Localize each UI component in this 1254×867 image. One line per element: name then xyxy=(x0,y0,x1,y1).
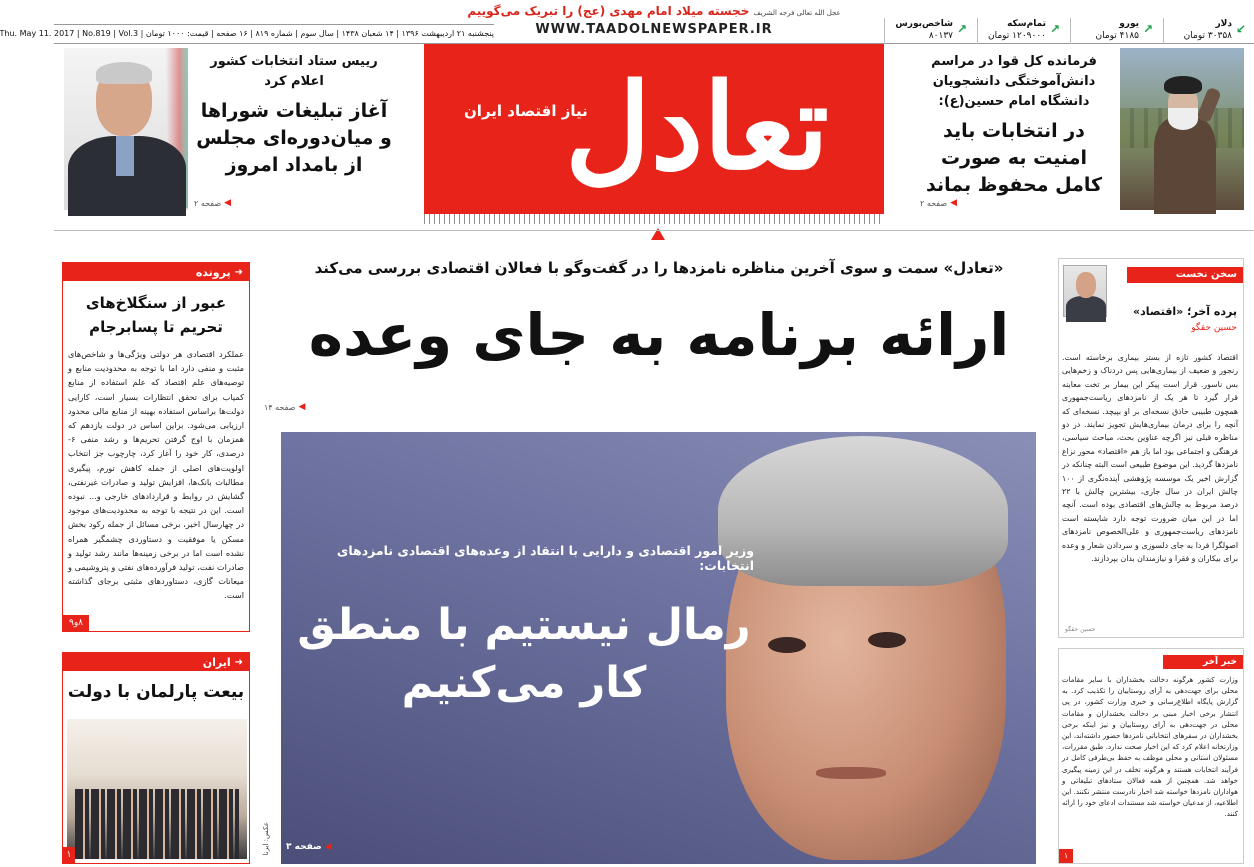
editorial-signature: حسین حقگو xyxy=(1065,626,1096,633)
editorial-title[interactable]: پرده آخر؛ «اقتصاد» xyxy=(1132,305,1237,318)
ticker-value: ۳۰۳۵۸ تومان xyxy=(1183,31,1232,41)
photo-credit: عکس: ایرنا xyxy=(262,822,270,856)
ticker-value: ۴۱۸۵ تومان xyxy=(1095,31,1139,41)
main-headline[interactable]: ارائه برنامه به جای وعده xyxy=(308,301,1010,369)
dossier-title[interactable]: عبور از سنگلاخ‌های تحریم تا پسابرجام xyxy=(85,294,227,336)
ticker-label: یورو xyxy=(1119,19,1139,29)
section-label: سخن نخست xyxy=(1127,267,1243,283)
slogan-small: عجل الله تعالی فرجه الشریف xyxy=(753,9,841,17)
page-badge[interactable]: ۱ xyxy=(63,847,75,863)
top-right-story[interactable] xyxy=(916,52,1112,199)
section-header xyxy=(63,263,249,281)
iran-box xyxy=(62,652,250,864)
editorial-author: حسین حقگو xyxy=(1191,323,1237,333)
top-left-photo xyxy=(64,48,188,210)
top-left-story[interactable] xyxy=(196,52,392,179)
dossier-box xyxy=(62,262,250,632)
hero-title[interactable]: رمال نیستیم با منطق کار می‌کنیم xyxy=(297,600,751,708)
page-reference[interactable] xyxy=(264,402,305,412)
ticker-euro xyxy=(1070,18,1157,44)
hero-kicker: وزیر امور اقتصادی و دارایی با انتقاد از وعده‌های اقتصادی نامزدهای انتخابات: xyxy=(336,543,754,573)
author-avatar xyxy=(1063,265,1107,317)
ruler-divider xyxy=(424,214,884,224)
arrow-left-icon: ◀ xyxy=(224,198,232,208)
editorial-box xyxy=(1058,258,1244,638)
story-headline[interactable]: در انتخابات باید امنیت به صورت کامل محفوظ بماند xyxy=(925,120,1103,196)
ticker-value: ۱۲۰۹۰۰۰ تومان xyxy=(987,31,1046,41)
masthead xyxy=(424,44,884,214)
parliament-photo xyxy=(67,719,247,859)
arrow-left-icon: ➜ xyxy=(234,656,243,668)
page-reference[interactable] xyxy=(286,842,332,852)
arrow-left-icon: ◀ xyxy=(950,198,958,208)
story-headline[interactable]: آغاز تبلیغات شوراها و میان‌دوره‌ای مجلس از بامداد امروز xyxy=(196,100,392,176)
page-number: صفحه ۱۴ xyxy=(264,402,296,412)
main-kicker: «تعادل» سمت و سوی آخرین مناظره نامزدها را در گفت‌وگو با فعالان اقتصادی بررسی می‌کند xyxy=(314,259,1004,277)
section-label: خبر آخر xyxy=(1163,655,1243,669)
website-url[interactable]: WWW.TAADOLNEWSPAPER.IR xyxy=(535,22,773,37)
page-badge[interactable]: ۸و۹ xyxy=(63,615,89,631)
latest-news-box xyxy=(1058,648,1244,864)
section-label: پرونده xyxy=(195,265,231,279)
ticker-coin xyxy=(977,18,1064,44)
section-label: ایران xyxy=(202,655,231,669)
top-right-photo xyxy=(1120,48,1244,210)
latest-news-body: وزارت کشور هرگونه دخالت بخشداران با سایر مقامات محلی برای جهت‌دهی به آرای روستاییان را تکذیب کرد. به گزارش پایگاه اطلاع‌رسانی و خبری وزارت کشور، در پی انتشار برخی اخبار مبنی بر دخالت بخشداران و مقامات محلی در جهت‌دهی به آرای روستاییان و نیز اینکه برخی بخشداران در سفرهای انتخاباتی نامزدها حضور داشته‌اند، این وزارتخانه اعلام کرد که این اخبار صحت ندارد. طبق مقررات، مسئولان استانی و محلی موظف به حفظ بی‌طرفی کامل در فرآیند انتخابات هستند و هرگونه تخلف در این زمینه پیگیری خواهد شد. همچنین از همه فعالان ستادهای تبلیغاتی و هواداران نامزدها خواسته شد اخبار نادرست منتشر نکنند. این اطلاعیه، از مدعیان خواسته شد مستندات ادعای خود را ارائه کنند. xyxy=(1062,676,1238,819)
ticker-label: تمام‌سکه xyxy=(1007,19,1046,29)
page-reference[interactable] xyxy=(920,198,957,208)
page-reference[interactable] xyxy=(194,198,231,208)
ticker-dollar xyxy=(1163,18,1250,44)
page-number: صفحه ۲ xyxy=(920,198,948,208)
iran-title[interactable]: بیعت پارلمان با دولت xyxy=(67,682,245,702)
page-number: صفحه ۳ xyxy=(286,842,322,852)
slogan xyxy=(424,4,884,18)
section-divider xyxy=(54,230,1254,231)
slogan-text: خجسته میلاد امام مهدی (عج) را تبریک می‌گوییم xyxy=(467,4,750,18)
arrow-up-icon: ↗ xyxy=(1143,22,1154,36)
arrow-up-icon: ↗ xyxy=(957,22,968,36)
ticker-label: دلار xyxy=(1215,19,1232,29)
market-ticker xyxy=(884,18,1254,44)
page-number: صفحه ۲ xyxy=(194,198,222,208)
arrow-left-icon: ◀ xyxy=(298,402,306,412)
arrow-down-icon: ↙ xyxy=(1236,22,1247,36)
dossier-body: عملکرد اقتصادی هر دولتی ویژگی‌ها و شاخص‌های مثبت و منفی دارد اما با توجه به محدودیت منابع و توصیه‌های علم اقتصاد که علم استفاده از منابع کمیاب برای تحقق انتظارات بسیار است، کارایی دولت‌ها براساس استفاده بهینه از منابع مالی محدود ارزیابی می‌شود. براین اساس در دولت یازدهم که همزمان با اوج گرفتن تحریم‌ها و رشد منفی ۶- درصدی، کار خود را آغاز کرد، چارچوب جز انتخاب اولویت‌های اصلی از جمله کاهش تورم، پیگیری مطالبات بانک‌ها، افزایش تولید و صادرات غیرنفتی، گشایش در روابط و قراردادهای خارجی و... نبوده است. این در نتیجه با توجه به محدودیت‌های موجود در چهارسال اخیر، برخی مسائل از جمله رکود بخش مسکن یا موفقیت و دستاوردی چشمگیر همراه نشده است اما در برخی زمینه‌ها مانند رشد تولید و صادرات نفت، تولید فرآورده‌های نفتی و پتروشیمی و میعانات گازی، دستاوردهای مثبتی برجای گذاشته است. xyxy=(68,349,244,601)
section-header xyxy=(63,653,249,671)
newspaper-logo: تعادل xyxy=(564,57,829,196)
ticker-label: شاخص‌بورس xyxy=(895,19,953,29)
story-kicker: رییس ستاد انتخابات کشور اعلام کرد xyxy=(210,54,378,89)
story-kicker: فرمانده کل قوا در مراسم دانش‌آموختگی دانشجویان دانشگاه امام حسین(ع): xyxy=(931,54,1097,109)
masthead-tagline: نیاز اقتصاد ایران xyxy=(464,102,588,120)
arrow-left-icon: ➜ xyxy=(234,266,243,278)
ticker-stock-index xyxy=(884,18,971,44)
arrow-left-icon: ◀ xyxy=(324,842,332,852)
ticker-value: ۸۰۱۳۷ xyxy=(928,31,953,41)
arrow-up-icon: ↗ xyxy=(1050,22,1061,36)
editorial-body: اقتصاد کشور تازه از بستر بیماری برخاسته است. رنجور و ضعیف از بیماری‌هایی پس دردناک و زخم‌هایی بس ناسور. قرار است پیکر این بیمار بر تخت معاینه قرار گیرد تا هر یک از نامزدهای ریاست‌جمهوری همچون طبیبی حاذق نسخه‌ای بر او بپیچد. نسخه‌ای که آنچه را برای درمان بیماری‌هایش تجویز نمایند. در دو مناظره قبلی نیز اگرچه عناوین بحث، مباحث سیاسی، فرهنگی و اجتماعی بود اما باز هم «اقتصاد» محور نزاع نامزدها گردید. این موضوع طبیعی است البته چنانکه در گزارش اخیر یک موسسه پژوهشی آینده‌نگری از ۱۰۰ چالش ایران در سال جاری، بیشترین چالش با ۲۲ درصد مربوط به چالش‌های اقتصادی بوده است. آنچه اما در این میان ضرورت توجه دارد شایسته است نامزدهای ریاست‌جمهوری و علی‌الخصوص نامزدهای اصولگرا فردا به جای دلسوزی و سردادن شعار و وعده برای بیکاران و فقرا و نیازمندان بدان بپردازند. xyxy=(1062,353,1238,564)
issue-line: پنجشنبه ۲۱ اردیبهشت ۱۳۹۶ | ۱۴ شعبان ۱۴۳۸ | سال سوم | شماره ۸۱۹ | ۱۶ صفحه | قیمت: ۱۰۰۰ تومان | Thu. May 11. 2017 | No.819 | Vol.3 xyxy=(54,24,494,42)
page-badge[interactable]: ۱ xyxy=(1059,849,1073,863)
